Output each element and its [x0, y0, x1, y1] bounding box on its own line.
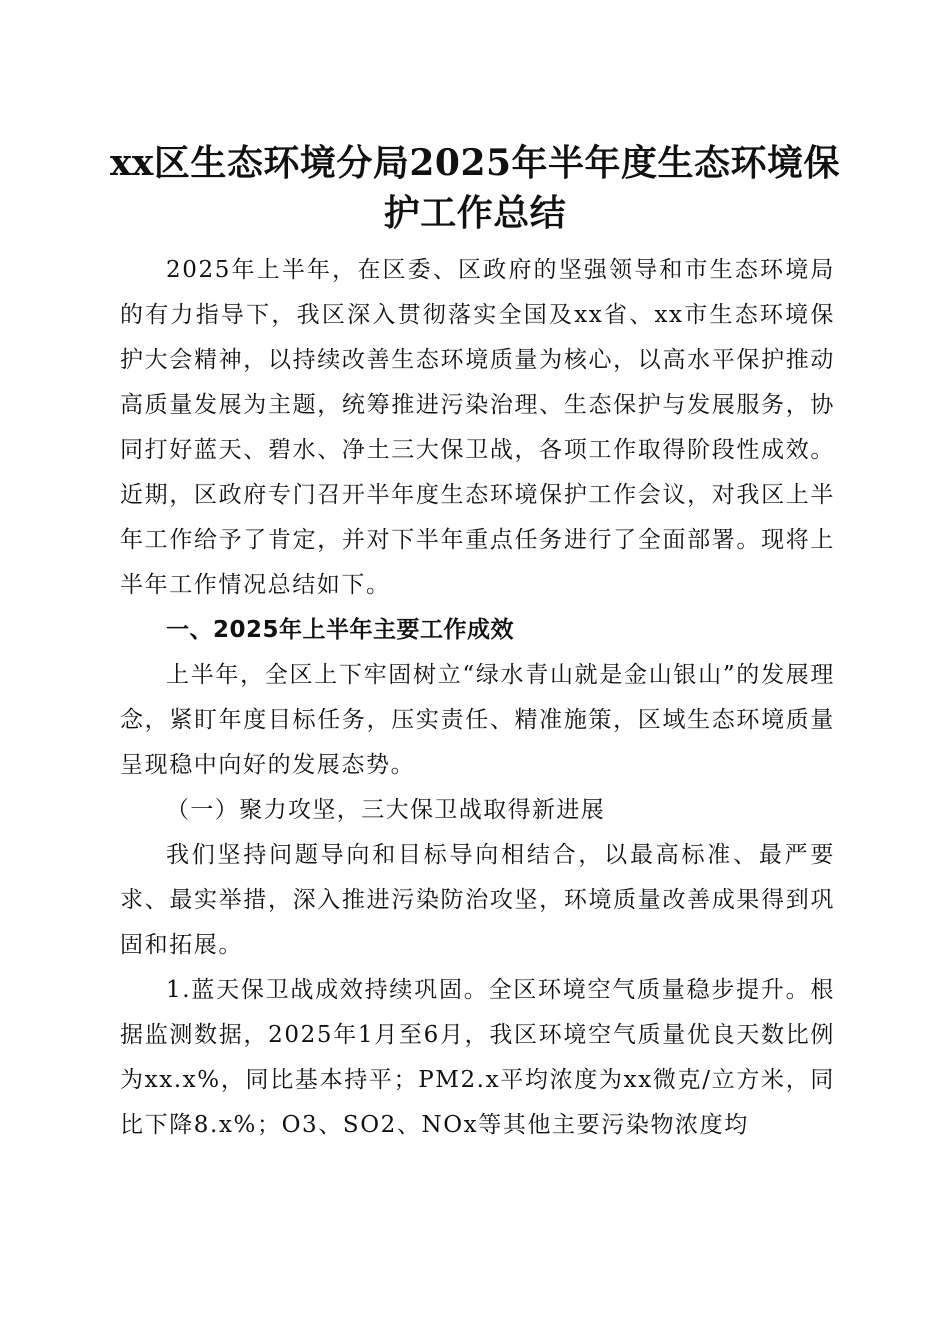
- subsection-heading: （一）聚力攻坚，三大保卫战取得新进展: [166, 797, 606, 823]
- section-heading: 一、2025年上半年主要工作成效: [166, 617, 515, 643]
- document-title: xx区生态环境分局2025年半年度生态环境保护工作总结: [109, 142, 841, 234]
- section-paragraph: 上半年，全区上下牢固树立“绿水青山就是金山银山”的发展理念，紧盯年度目标任务，压实责任、精准施策，区域生态环境质量呈现稳中向好的发展态势。: [120, 662, 835, 778]
- item-paragraph: 1.蓝天保卫战成效持续巩固。全区环境空气质量稳步提升。根据监测数据，2025年1月至6月，我区环境空气质量优良天数比例为xx.x%，同比基本持平；PM2.x平均浓度为xx微克/立方米，同比下降8.x%；O3、SO2、NOx等其他主要污染物浓度均: [120, 977, 835, 1138]
- subsection-paragraph: 我们坚持问题导向和目标导向相结合，以最高标准、最严要求、最实举措，深入推进污染防治攻坚，环境质量改善成果得到巩固和拓展。: [120, 842, 835, 958]
- intro-paragraph: 2025年上半年，在区委、区政府的坚强领导和市生态环境局的有力指导下，我区深入贯彻落实全国及xx省、xx市生态环境保护大会精神，以持续改善生态环境质量为核心，以高水平保护推动高质量发展为主题，统筹推进污染治理、生态保护与发展服务，协同打好蓝天、碧水、净土三大保卫战，各项工作取得阶段性成效。近期，区政府专门召开半年度生态环境保护工作会议，对我区上半年工作给予了肯定，并对下半年重点任务进行了全面部署。现将上半年工作情况总结如下。: [120, 257, 835, 598]
- document-body: [120, 248, 835, 1148]
